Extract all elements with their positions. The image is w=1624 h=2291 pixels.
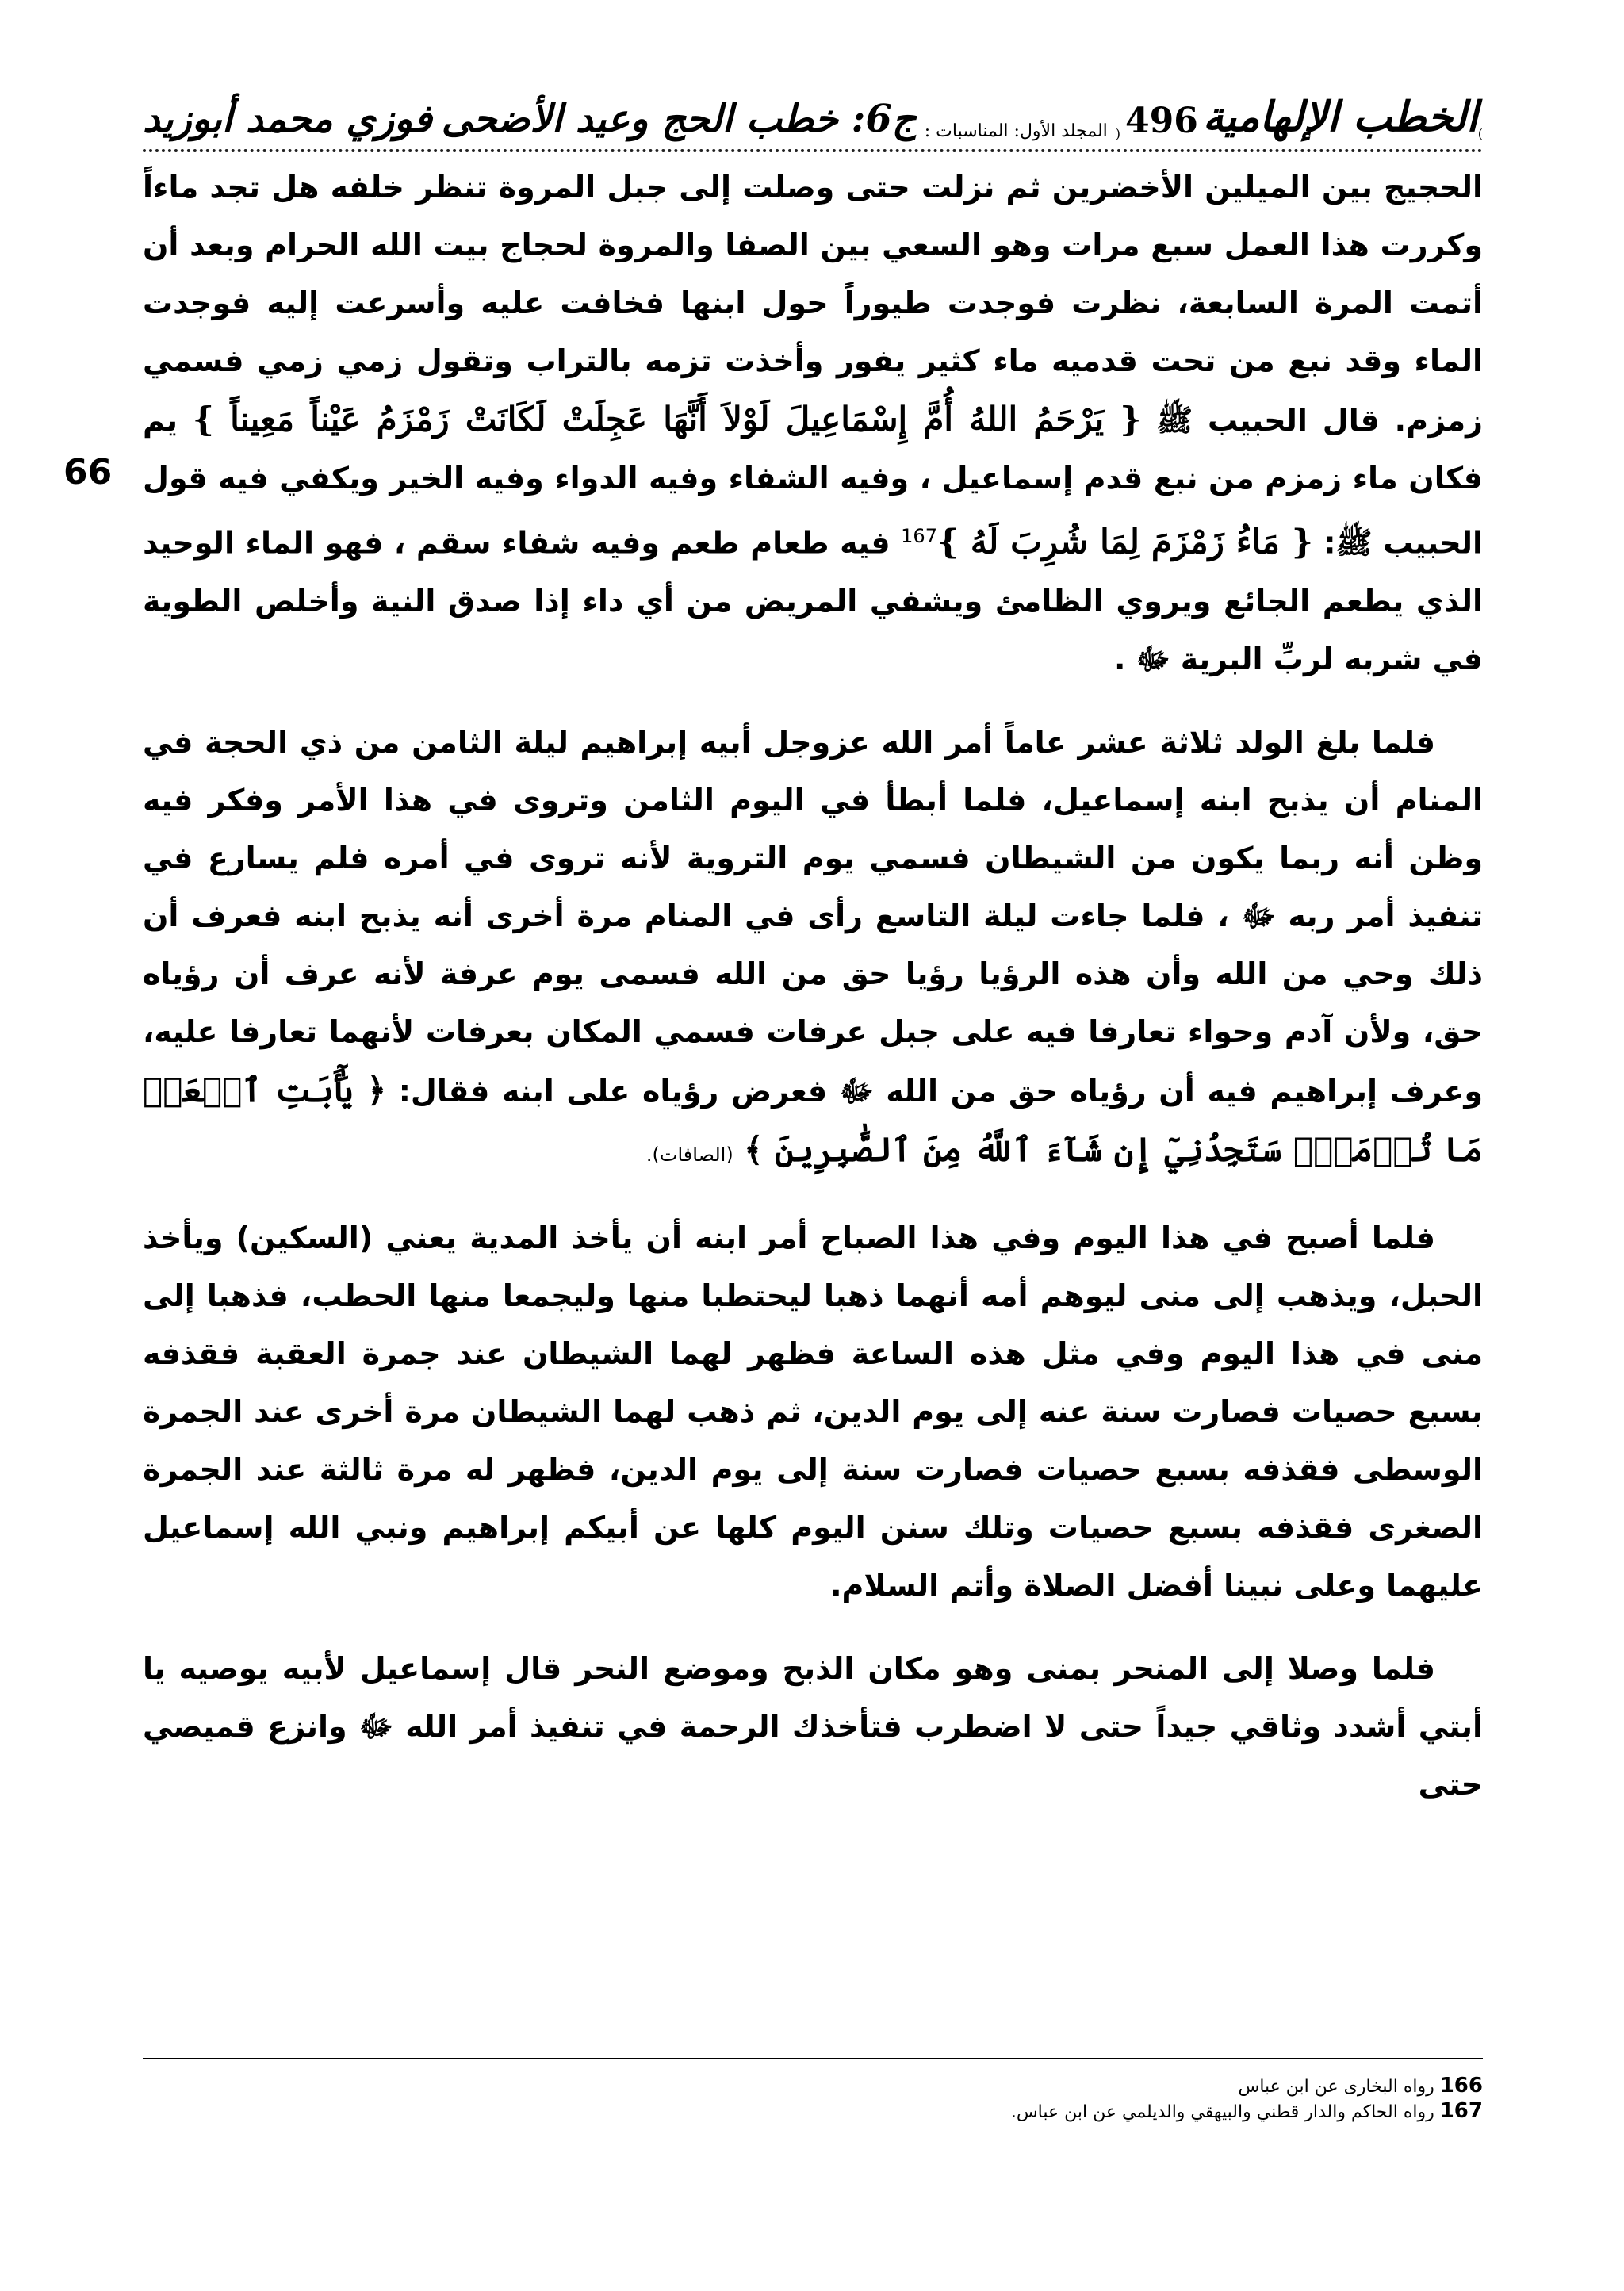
part-title: ج6: خطب الحج وعيد الأضحى [441,97,917,141]
header-right-group [442,93,1483,141]
paragraph-2-text: فلما بلغ الولد ثلاثة عشر عاماً أمر الله عزوجل أبيه إبراهيم ليلة الثامن من ذي الحجة في المنام أن يذبح ابنه إسماعيل، فلما أبطأ في اليوم الثامن وتروى في هذا الأمر وفكر فيه وظن أنه ربما يكون من الشيطان فسمي يوم التروية لأنه تروى في أمره فلم يسارع في تنفيذ أمر ربه ﷻ ، فلما جاءت ليلة التاسع رأى في المنام مرة أخرى أنه يذبح ابنه فعرف أن ذلك وحي من الله وأن هذه الرؤيا رؤيا حق من الله فسمى يوم عرفة لأنه عرف أن رؤياه حق، ولأن آدم وحواء تعارفا فيه على جبل عرفات فسمي المكان بعرفات لأنهما تعارفا عليه، وعرف إبراهيم فيه أن رؤياه حق من الله ﷻ فعرض رؤياه على ابنه فقال: [143,724,1483,1109]
footnotes [143,2074,1483,2124]
paragraph-1-text-b: يم فكان ماء زمزم من نبع قدم إسماعيل ، وفيه الشفاء وفيه الدواء وفيه الخير ويكفي فيه قول الحبيب ﷺ: [143,403,1484,561]
footnote-166 [143,2074,1483,2099]
header-paren-close: ( [1115,126,1121,141]
book-title: الخطب الإلهامية [1202,93,1478,141]
hadith-quote-1: { يَرْحَمُ اللهُ أُمَّ إِسْمَاعِيلَ لَوْلاَ أَنَّهَا عَجِلَتْ لَكَانَتْ زَمْزَمُ عَيْناً مَعِيناً } [192,400,1142,439]
surah-reference: (الصافات). [645,1143,733,1166]
footnote-divider [143,2058,1483,2059]
author-name: فوزي محمد أبوزيد [143,97,432,141]
page-header [143,70,1483,141]
paragraph-4: فلما وصلا إلى المنحر بمنى وهو مكان الذبح وموضع النحر قال إسماعيل لأبيه يوصيه يا أبتي أشدد وثاقي جيداً حتى لا اضطرب فتأخذك الرحمة في تنفيذ أمر الله ﷻ وانزع قميصي حتى [143,1650,1483,1802]
paragraph-1-text-c: فيه طعام طعم وفيه شفاء سقم ، فهو الماء الوحيد الذي يطعم الجائع ويروي الظامئ ويشفي المريض من أي داء إذا صدق النية وأخلص الطوية في شربه لربِّ البرية ﷻ . [143,525,1483,676]
footnote-text: رواه البخارى عن ابن عباس [1238,2077,1434,2097]
header-paren-open: ) [1477,126,1483,141]
main-text [143,159,1483,1839]
paragraph-2 [143,714,1483,1184]
footnote-ref-167: 167 [901,525,937,547]
paragraph-1-text-a: الحجيج بين الميلين الأخضرين ثم نزلت حتى وصلت إلى جبل المروة تنظر خلفه هل تجد ماءاً وكررت هذا العمل سبع مرات وهو السعي بين الصفا والمروة لحجاج بيت الله الحرام وبعد أن أتمت المرة السابعة، نظرت فوجدت طيوراً حول ابنها فخافت عليه وأسرعت إليه فوجدت الماء وقد نبع من تحت قدميه ماء كثير يفور وأخذت تزمه بالتراب وتقول زمي زمي فسمي زمزم. قال الحبيب ﷺ [143,170,1483,438]
paragraph-1 [143,159,1483,688]
header-divider [143,149,1483,152]
quran-verse: ﴿ يَٰٓأَبَتِ ٱفۡعَلۡ مَا تُؤۡمَرُۖ سَتَجِدُنِيٓ إِن شَآءَ ٱللَّهُ مِنَ ٱلصَّٰبِرِينَ ﴾ [143,1070,1483,1169]
footnote-number: 166 [1439,2074,1483,2098]
volume-label: المجلد الأول: المناسبات : [924,121,1108,141]
footnote-167 [143,2099,1483,2124]
paragraph-3: فلما أصبح في هذا اليوم وفي هذا الصباح أمر ابنه أن يأخذ المدية يعني (السكين) ويأخذ الحبل، ويذهب إلى منى ليوهم أمه أنهما ذهبا ليحتطبا منها وليجمعا منها الحطب، فذهبا إلى منى في هذا اليوم وفي مثل هذه الساعة فظهر لهما الشيطان عند جمرة العقبة فقذفه بسبع حصيات فصارت سنة عنه إلى يوم الدين، ثم ذهب لهما الشيطان مرة أخرى عند الجمرة الوسطى فقذفه بسبع حصيات فصارت سنة إلى يوم الدين، فظهر له مرة ثالثة عند الجمرة الصغرى فقذفه بسبع حصيات وتلك سنن اليوم كلها عن أبيكم إبراهيم ونبي الله إسماعيل عليهما وعلى نبينا أفضل الصلاة وأتم السلام. [143,1220,1483,1603]
page-number: 496 [1125,101,1198,141]
footnote-text: رواه الحاكم والدار قطني والبيهقي والديلمي عن ابن عباس. [1010,2102,1434,2122]
footnote-number: 167 [1439,2099,1483,2123]
hadith-quote-2: { مَاءُ زَمْزَمَ لِمَا شُرِبَ لَهُ } [936,522,1313,561]
margin-note: 66 [63,452,113,492]
